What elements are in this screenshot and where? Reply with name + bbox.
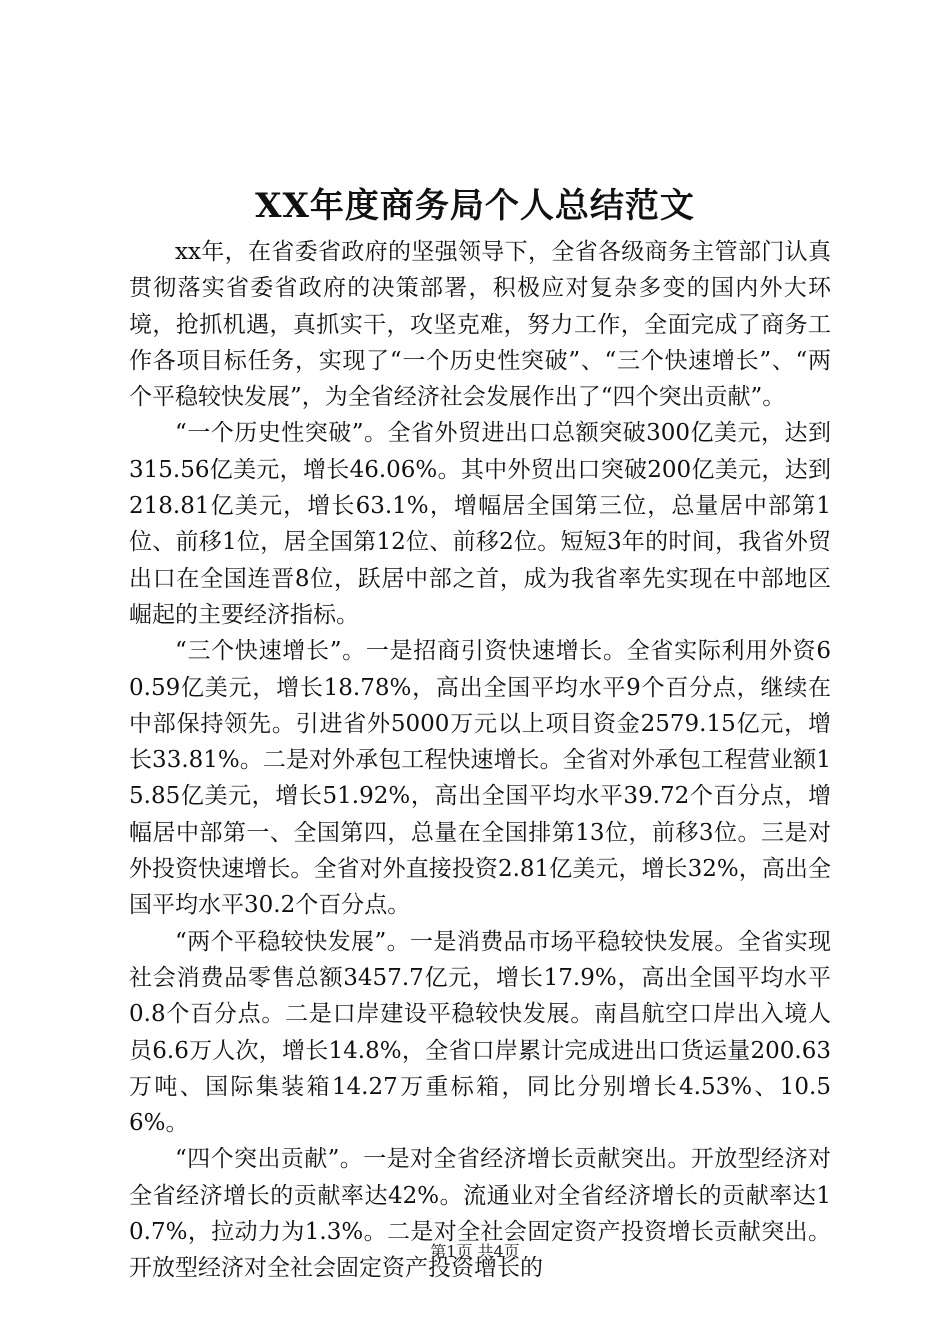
document-body xyxy=(129,234,831,1287)
page-number-footer: 第1页 共4页 xyxy=(430,1242,520,1261)
paragraph-three-rapid-growths: “三个快速增长”。一是招商引资快速增长。全省实际利用外资60.59亿美元，增长18.78%，高出全国平均水平9个百分点，继续在中部保持领先。引进省外5000万元以上项目资金2579.15亿元，增长33.81%。二是对外承包工程快速增长。全省对外承包工程营业额15.85亿美元，增长51.92%，高出全国平均水平39.72个百分点，增幅居中部第一、全国第四，总量在全国排第13位，前移3位。三是对外投资快速增长。全省对外直接投资2.81亿美元，增长32%，高出全国平均水平30.2个百分点。 xyxy=(129,638,831,919)
paragraph-two-stable-developments: “两个平稳较快发展”。一是消费品市场平稳较快发展。全省实现社会消费品零售总额3457.7亿元，增长17.9%，高出全国平均水平0.8个百分点。二是口岸建设平稳较快发展。南昌航空口岸出入境人员6.6万人次，增长14.8%，全省口岸累计完成进出口货运量200.63万吨、国际集装箱14.27万重标箱，同比分别增长4.53%、10.56%。 xyxy=(129,928,831,1137)
document-title: XX年度商务局个人总结范文 xyxy=(255,186,695,226)
paragraph-intro: xx年，在省委省政府的坚强领导下，全省各级商务主管部门认真贯彻落实省委省政府的决策部署，积极应对复杂多变的国内外大环境，抢抓机遇，真抓实干，攻坚克难，努力工作，全面完成了商务工作各项目标任务，实现了“一个历史性突破”、“三个快速增长”、“两个平稳较快发展”，为全省经济社会发展作出了“四个突出贡献”。 xyxy=(129,239,831,411)
paragraph-four-contributions: “四个突出贡献”。一是对全省经济增长贡献突出。开放型经济对全省经济增长的贡献率达42%。流通业对全省经济增长的贡献率达10.7%，拉动力为1.3%。二是对全社会固定资产投资增长贡献突出。开放型经济对全社会固定资产投资增长的 xyxy=(129,1146,831,1282)
paragraph-historic-breakthrough: “一个历史性突破”。全省外贸进出口总额突破300亿美元，达到315.56亿美元，增长46.06%。其中外贸出口突破200亿美元，达到218.81亿美元，增长63.1%，增幅居全国第三位，总量居中部第1位、前移1位，居全国第12位、前移2位。短短3年的时间，我省外贸出口在全国连晋8位，跃居中部之首，成为我省率先实现在中部地区崛起的主要经济指标。 xyxy=(129,420,831,628)
